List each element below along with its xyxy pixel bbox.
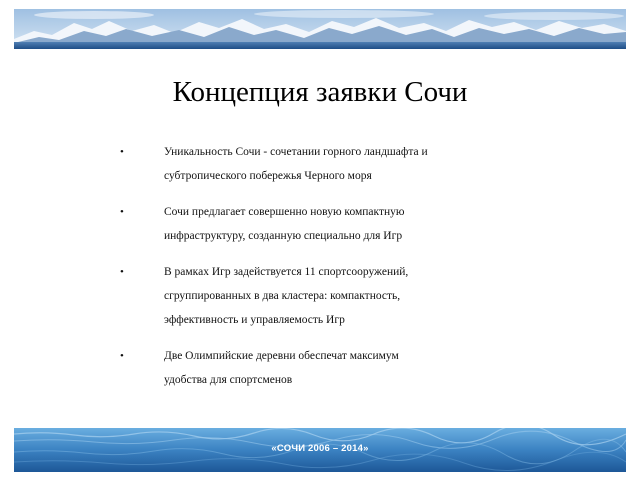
- bullet-line: субтропического побережья Черного моря: [164, 170, 372, 182]
- bullet-item: [120, 200, 540, 248]
- bullet-dot-icon: •: [120, 206, 124, 218]
- bullet-line: инфраструктуру, созданную специально для Игр: [164, 230, 403, 242]
- footer-caption: «СОЧИ 2006 – 2014»: [271, 443, 369, 454]
- bullet-line: Две Олимпийские деревни обеспечат максимум: [164, 350, 399, 362]
- bullet-dot-icon: •: [120, 350, 124, 362]
- bullet-line: Сочи предлагает совершенно новую компактную: [164, 206, 405, 218]
- bullet-dot-icon: •: [120, 146, 124, 158]
- bullet-line: Уникальность Сочи - сочетании горного ландшафта и: [164, 146, 428, 158]
- bullet-item: [120, 344, 540, 392]
- mountain-panorama-image: [14, 9, 626, 49]
- bullet-list: [120, 140, 540, 404]
- bullet-line: эффективность и управляемость Игр: [164, 314, 345, 326]
- bullet-line: В рамках Игр задействуется 11 спортсооружений,: [164, 266, 409, 278]
- slide-title: Концепция заявки Сочи: [172, 76, 468, 108]
- bullet-dot-icon: •: [120, 266, 124, 278]
- bullet-line: удобства для спортсменов: [164, 374, 293, 386]
- mountain-banner: [14, 9, 626, 49]
- bullet-item: [120, 260, 540, 332]
- bullet-item: [120, 140, 540, 188]
- bullet-line: сгруппированных в два кластера: компактность,: [164, 290, 401, 302]
- water-banner: [14, 428, 626, 472]
